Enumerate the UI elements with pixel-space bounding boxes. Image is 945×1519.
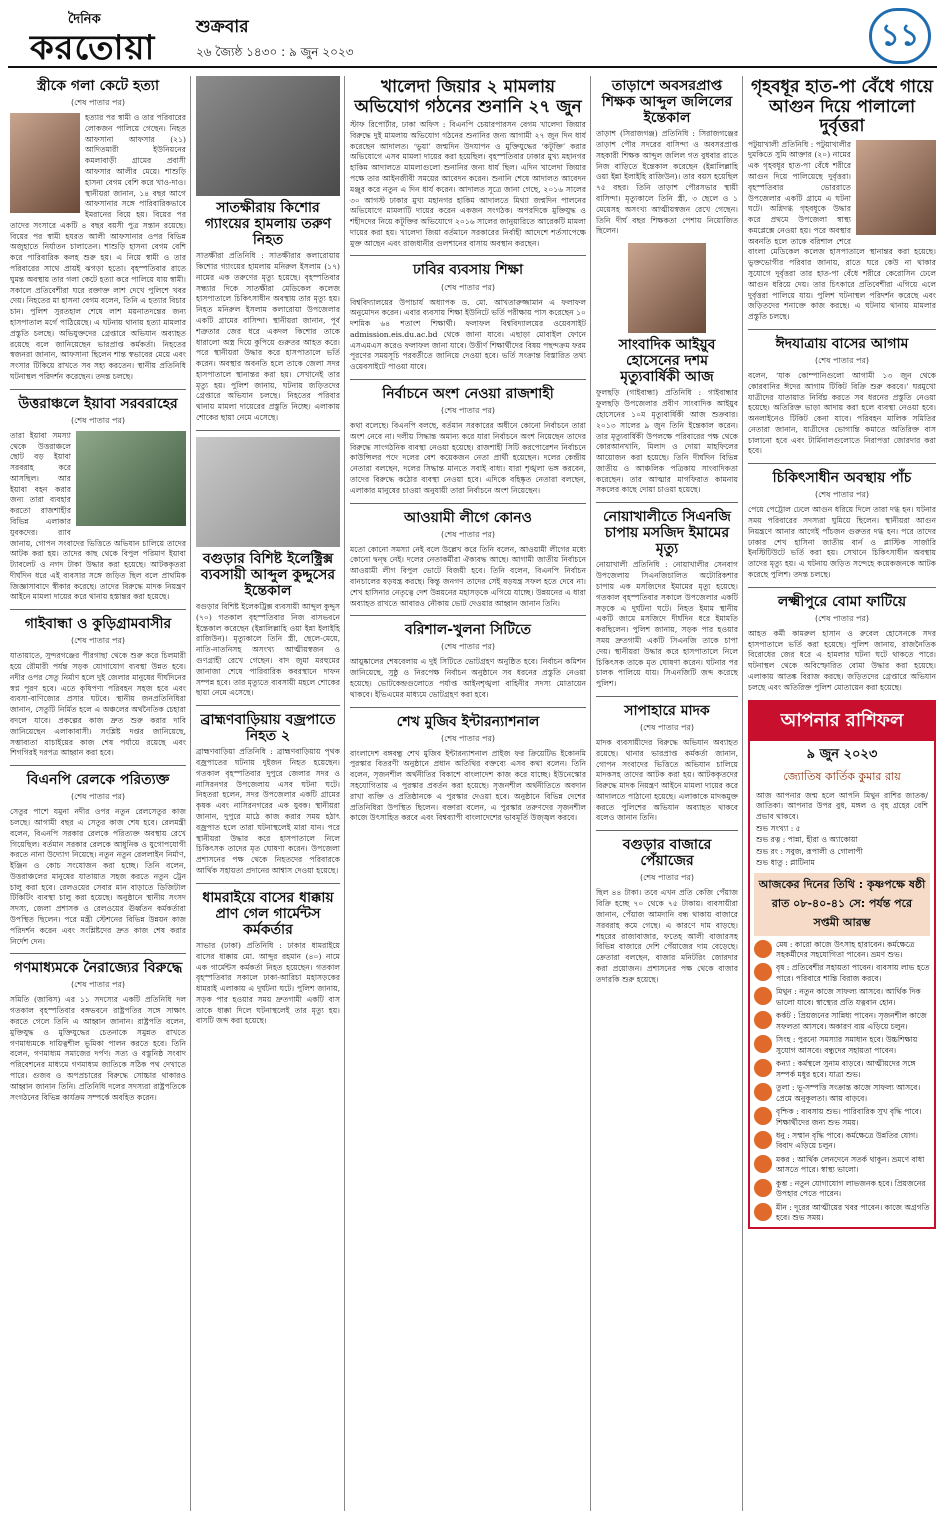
logo-main-text: করতোয়া [30, 28, 156, 68]
horoscope-sign-text: বৃষ : প্রতিবেশীর সহায়তা পাবেন। ব্যবসায় লাভ হতে পারে। পরিবারে শান্তি বিরাজ করবে। [776, 963, 930, 983]
headline[interactable]: লক্ষ্মীপুরে বোমা ফাটিয়ে [777, 593, 907, 610]
victim-photo [196, 76, 340, 196]
headline[interactable]: ঈদযাত্রায় বাসের আগাম [775, 335, 909, 352]
continuation-note: (শেষ পাতার পর) [440, 642, 496, 652]
article-body: মাদক ব্যবসায়ীদের বিরুদ্ধে অভিযান অব্যাহত রয়েছে। থানার ভারপ্রাপ্ত কর্মকর্তা জানান, গোপন সংবাদের ভিত্তিতে অভিযান চালিয়ে মাদকসহ তাদের আটক করা হয়। আটককৃতদের বিরুদ্ধে মাদক নিয়ন্ত্রণ আইনে মামলা দায়ের করে আদালতে পাঠানো হয়েছে। এলাকাকে মাদকমুক্ত করতে পুলিশের অভিযান অব্যাহত থাকবে বলেও জানান তিনি। [596, 737, 738, 823]
horoscope-sign-text: মিথুন : নতুন কাজে সাফল্য আসবে। আর্থিক দিক ভালো যাবে। স্বাস্থ্যের প্রতি যত্নবান হোন। [776, 987, 921, 1007]
lucky-color: শুভ রং : সবুজ, রূপালী ও গোলাপী [756, 846, 863, 856]
article-body: তাড়াশ (সিরাজগঞ্জ) প্রতিনিধি : সিরাজগঞ্জের তাড়াশ পৌর সদরের বাসিন্দা ও অবসরপ্রাপ্ত সহকারী শিক্ষক আব্দুল জলিল গত বুধবার রাতে নিজ বাড়িতে ইন্তেকাল করেছেন (ইন্নালিল্লাহি ওয়া ইন্না ইলাইহি রাজিউন)। তার বয়স হয়েছিল ৭৫ বছর। তিনি তাড়াশ পৌরসভার স্থায়ী বাসিন্দা। মৃত্যুকালে তিনি স্ত্রী, ৩ ছেলে ও ১ মেয়েসহ অসংখ্য আত্মীয়স্বজন রেখে গেছেন। তিনি দীর্ঘ বছর শিক্ষকতা পেশায় নিয়োজিত ছিলেন। [596, 129, 738, 236]
horoscope-sign-text: তুলা : ভূ-সম্পত্তি সংক্রান্ত কাজে সাফল্য আসবে। প্রেমে অনুকূলতা। আয় বাড়বে। [776, 1083, 921, 1103]
headline[interactable]: তাড়াশে অবসরপ্রাপ্ত শিক্ষক আব্দুল জলিলের ইন্তেকাল [601, 78, 733, 127]
lucky-metal: শুভ ধাতু : প্লাটিনাম [756, 858, 815, 868]
article-body: সাতক্ষীরা প্রতিনিধি : সাতক্ষীরার কলারোয়ায় কিশোর গ্যাংয়ের হামলায় মনিরুল ইসলাম (১৭) নামের এক তরুণের মৃত্যু হয়েছে। বৃহস্পতিবার সন্ধ্যার দিকে সাতক্ষীরা মেডিকেল কলেজ হাসপাতালে চিকিৎসাধীন অবস্থায় তার মৃত্যু হয়। নিহত মনিরুল ইসলাম কলারোয়া উপজেলার একটি গ্রামের বাসিন্দা। স্থানীয়রা জানান, পূর্ব শত্রুতার জের ধরে একদল কিশোর তাকে ধারালো অস্ত্র দিয়ে কুপিয়ে গুরুতর আহত করে। পরে স্থানীয়রা উদ্ধার করে হাসপাতালে ভর্তি করেন। অবস্থার অবনতি হলে তাকে জেলা সদর হাসপাতালে স্থানান্তর করা হয়। সেখানেই তার মৃত্যু হয়। পুলিশ জানায়, ঘটনায় জড়িতদের গ্রেপ্তারে অভিযান চলছে। নিহতের পরিবার থানায় মামলা দায়েরের প্রস্তুতি নিচ্ছে। এলাকায় শোকের ছায়া নেমে এসেছে। [196, 251, 340, 422]
article-body: সমিতি (জাবিস) এর ১১ সদস্যের একটি প্রতিনিধি দল গতকাল বৃহস্পতিবার বঙ্গভবনে রাষ্ট্রপতির সঙ্গে সাক্ষাৎ করতে গেলে তিনি এ আহ্বান জানান। রাষ্ট্রপতি বলেন, মুক্তিযুদ্ধ ও মুক্তিযুদ্ধের চেতনাকে সমুন্নত রাখতে গণমাধ্যমকে দায়িত্বশীল ভূমিকা পালন করতে হবে। তিনি বলেন, গণমাধ্যম সমাজের দর্পণ। সত্য ও বস্তুনিষ্ঠ সংবাদ পরিবেশনের মাধ্যমে গণমাধ্যম জাতিকে সঠিক পথ দেখাতে পারে। গুজব ও অপপ্রচারের বিরুদ্ধে সোচ্চার থাকারও আহ্বান জানান তিনি। প্রতিনিধি দলের সদস্যরা রাষ্ট্রপতিকে সংগঠনের বিভিন্ন কার্যক্রম সম্পর্কে অবহিত করেন। [10, 995, 186, 1102]
zodiac-icon [754, 1035, 772, 1053]
column-2 [196, 76, 340, 1511]
zodiac-icon [754, 1059, 772, 1077]
zodiac-icon [754, 1107, 772, 1125]
headline[interactable]: নোয়াখালীতে সিএনজি চাপায় মসজিদ ইমামের মৃত্যু [603, 509, 731, 558]
horoscope-sign-text: সিংহ : পুরনো সমস্যার সমাধান হবে। উচ্চশিক্ষায় সুযোগ আসবে। বন্ধুদের সহায়তা পাবেন। [776, 1035, 918, 1055]
newspaper-logo [30, 10, 180, 66]
column-rule [742, 76, 743, 1511]
horoscope-sign-row [754, 1203, 930, 1224]
article-body: নোয়াখালী প্রতিনিধি : নোয়াখালীর সেনবাগ উপজেলায় সিএনজিচালিত অটোরিকশার চাপায় এক মসজিদের ইমামের মৃত্যু হয়েছে। গতকাল বৃহস্পতিবার সকালে উপজেলার একটি সড়কে এ দুর্ঘটনা ঘটে। নিহত ইমাম স্থানীয় একটি জামে মসজিদে দীর্ঘদিন ধরে ইমামতি করছিলেন। পুলিশ জানায়, সড়ক পার হওয়ার সময় দ্রুতগামী একটি সিএনজি তাকে চাপা দেয়। স্থানীয়রা উদ্ধার করে হাসপাতালে নিলে চিকিৎসক তাকে মৃত ঘোষণা করেন। ঘটনার পর চালক পালিয়ে যায়। সিএনজিটি জব্দ করেছে পুলিশ। [596, 560, 738, 689]
headline[interactable]: গণমাধ্যমকে নৈরাজ্যের বিরুদ্ধে [13, 960, 183, 977]
lucky-gem: শুভ রত্ন : পান্না, হীরা ও অ্যাকোয়া [756, 835, 858, 845]
column-rule [344, 76, 345, 1511]
column-1 [10, 76, 186, 1511]
continuation-note: (শেষ পাতার পর) [70, 636, 126, 646]
article-body: বাংলাদেশ বঙ্গবন্ধু শেখ মুজিব ইন্টারন্যাশনাল প্রাইজ ফর ক্রিয়েটিভ ইকোনমি পুরস্কার বিতরণী অনুষ্ঠানে প্রধান অতিথির বক্তব্যে এসব কথা বলেন। তিনি বলেন, সৃজনশীল অর্থনীতির বিকাশে বাংলাদেশ কাজ করে যাচ্ছে। ইউনেস্কোর সহযোগিতায় এ পুরস্কার প্রবর্তন করা হয়েছে। সৃজনশীল অর্থনীতিতে অবদান রাখা ব্যক্তি ও প্রতিষ্ঠানকে এ পুরস্কার দেওয়া হবে। অনুষ্ঠানে বিভিন্ন দেশের প্রতিনিধিরা উপস্থিত ছিলেন। বক্তারা বলেন, এ পুরস্কার তরুণদের সৃজনশীল কাজে উৎসাহিত করবে এবং বিশ্বব্যাপী বাংলাদেশের ভাবমূর্তি উজ্জ্বল করবে। [350, 748, 586, 823]
article-body: পেয়ে পেট্রোল ঢেলে আগুন ধরিয়ে দিলে তারা দগ্ধ হন। ঘটনার সময় পরিবারের সদস্যরা ঘুমিয়ে ছিলেন। স্থানীয়রা আগুন নিয়ন্ত্রণে আনার আগেই পাঁচজন গুরুতর দগ্ধ হন। পরে তাদের ঢাকার শেখ হাসিনা জাতীয় বার্ন ও প্লাস্টিক সার্জারি ইনস্টিটিউটে ভর্তি করা হয়। সেখানে চিকিৎসাধীন অবস্থায় তাদের মৃত্যু হয়। এ ঘটনায় জড়িত সন্দেহে কয়েকজনকে আটক করেছে পুলিশ। তদন্ত চলছে। [748, 505, 936, 580]
headline[interactable]: নির্বাচনে অংশ নেওয়া রাজশাহী [382, 386, 554, 403]
horoscope-sign-text: মকর : আর্থিক লেনদেনে সতর্ক থাকুন। ভ্রমণে বাধা আসতে পারে। স্বাস্থ্য ভালো। [776, 1154, 925, 1175]
column-3 [350, 76, 586, 1511]
continuation-note: (শেষ পাতার পর) [440, 282, 496, 292]
continuation-note: (শেষ পাতার পর) [814, 356, 870, 366]
article-body: ছিল ৪৪ টাকা। তবে এখন প্রতি কেজি পেঁয়াজ বিক্রি হচ্ছে ৭০ থেকে ৭৫ টাকায়। ব্যবসায়ীরা জানান, পেঁয়াজ আমদানি বন্ধ থাকায় বাজারে সরবরাহ কমে গেছে। এ কারণে দাম বাড়ছে। শহরের রাজাবাজার, ফতেহ আলী বাজারসহ বিভিন্ন বাজারে দেশি পেঁয়াজের দাম বেড়েছে। ক্রেতারা বলছেন, বাজার মনিটরিং জোরদার করা প্রয়োজন। প্রশাসনের পক্ষ থেকে বাজার তদারকি শুরু হয়েছে। [596, 888, 738, 984]
column-rule [190, 76, 191, 1511]
article-body: বিশ্ববিদ্যালয়ের উপাচার্য অধ্যাপক ড. মো. আখতারুজ্জামান এ ফলাফল অনুমোদন করেন। এবার ব্যবসায় শিক্ষা ইউনিটে ভর্তি পরীক্ষায় পাস করেছেন ১০ দশমিক ৬৪ শতাংশ শিক্ষার্থী। ফলাফল বিশ্ববিদ্যালয়ের ওয়েবসাইট admission.eis.du.ac.bd থেকে জানা যাবে। এছাড়া মোবাইল ফোনে এসএমএস করেও ফলাফল জানা যাবে। উত্তীর্ণ শিক্ষার্থীদের বিষয় পছন্দক্রম ফরম পূরণের সময়সূচি পরবর্তীতে জানিয়ে দেওয়া হবে। ভর্তি সংক্রান্ত বিস্তারিত তথ্য ওয়েবসাইটে পাওয়া যাবে। [350, 297, 586, 372]
horoscope-sign-row [754, 987, 930, 1008]
headline[interactable]: শেখ মুজিব ইন্টারন্যাশনাল [396, 713, 540, 730]
article-body: সাভার (ঢাকা) প্রতিনিধি : ঢাকার ধামরাইয়ে বাসের ধাক্কায় মো. আব্দুর রহমান (৪০) নামে এক গার্মেন্টস কর্মকর্তা নিহত হয়েছেন। গতকাল বৃহস্পতিবার সকালে ঢাকা-আরিচা মহাসড়কের ধামরাই এলাকায় এ দুর্ঘটনা ঘটে। পুলিশ জানায়, সড়ক পার হওয়ার সময় দ্রুতগামী একটি বাস তাকে ধাক্কা দিলে ঘটনাস্থলেই তার মৃত্যু হয়। বাসটি জব্দ করা হয়েছে। [196, 940, 340, 1026]
column-5 [748, 76, 936, 1511]
horoscope-date: ৯ জুন ২০২৩ [806, 746, 878, 762]
article-body: পটুয়াখালী প্রতিনিধি : পটুয়াখালীর দুমকিতে সুমি আক্তার (২০) নামের এক গৃহবধূর হাত-পা বেঁধে শরীরে আগুন দিয়ে পালিয়েছে দুর্বৃত্তরা। বৃহস্পতিবার ভোররাতে উপজেলার একটি গ্রামে এ ঘটনা ঘটে। অগ্নিদগ্ধ গৃহবধূকে উদ্ধার করে প্রথমে উপজেলা স্বাস্থ্য কমপ্লেক্সে নেওয়া হয়। পরে অবস্থার অবনতি হলে তাকে বরিশাল শেরে বাংলা মেডিকেল কলেজ হাসপাতালে স্থানান্তর করা হয়েছে। ভুক্তভোগীর পরিবার জানায়, রাতে ঘরে কেউ না থাকার সুযোগে দুর্বৃত্তরা তার হাত-পা বেঁধে শরীরে কেরোসিন ঢেলে আগুন ধরিয়ে দেয়। তার চিৎকারে প্রতিবেশীরা এগিয়ে এলে দুর্বৃত্তরা পালিয়ে যায়। পুলিশ ঘটনাস্থল পরিদর্শন করেছে এবং জড়িতদের শনাক্তে কাজ করছে। এ ঘটনায় থানায় মামলার প্রস্তুতি চলছে। [748, 139, 936, 322]
continuation-note: (শেষ পাতার পর) [814, 490, 870, 500]
article-body: আহত কর্মী কামরুল হাসান ও রুবেল হোসেনকে সদর হাসপাতালে ভর্তি করা হয়েছে। পুলিশ জানায়, রাজনৈতিক বিরোধের জের ধরে এ হামলার ঘটনা ঘটে থাকতে পারে। ঘটনাস্থল থেকে অবিস্ফোরিত বোমা উদ্ধার করা হয়েছে। এলাকায় আতঙ্ক বিরাজ করছে। জড়িতদের গ্রেপ্তারে অভিযান চলছে এবং অতিরিক্ত পুলিশ মোতায়েন করা হয়েছে। [748, 628, 936, 692]
headline[interactable]: সাতক্ষীরায় কিশোর গ্যাংয়ের হামলায় তরুণ নিহত [204, 200, 332, 249]
article-body: আয়ুষ্কালের শেষবেলায় এ দুই সিটিতে ভোটগ্রহণ অনুষ্ঠিত হবে। নির্বাচন কমিশন জানিয়েছে, সুষ্ঠু ও নিরপেক্ষ নির্বাচন অনুষ্ঠানে সব ধরনের প্রস্তুতি নেওয়া হয়েছে। ভোটকেন্দ্রগুলোতে পর্যাপ্ত আইনশৃঙ্খলা বাহিনীর সদস্য মোতায়েন থাকবে। ইভিএমের মাধ্যমে ভোটগ্রহণ করা হবে। [350, 657, 586, 699]
article-body: যাতায়াতে, সুন্দরগঞ্জের পীরগাছা থেকে শুরু করে চিলমারী হয়ে রৌমারী পর্যন্ত সড়ক যোগাযোগ ব্যবস্থা উন্নত হবে। নদীর ওপর সেতু নির্মাণ হলে দুই জেলার মানুষের দীর্ঘদিনের স্বপ্ন পূরণ হবে। এতে কৃষিপণ্য পরিবহন সহজ হবে এবং ব্যবসা-বাণিজ্যের প্রসার ঘটবে। স্থানীয় জনপ্রতিনিধিরা জানান, সেতুটি নির্মিত হলে এ অঞ্চলের অর্থনৈতিক চেহারা বদলে যাবে। প্রকল্পের কাজ দ্রুত শুরু করার দাবি জানিয়েছেন এলাকাবাসী। সংশ্লিষ্ট দপ্তর জানিয়েছে, সম্ভাব্যতা যাচাইয়ের কাজ শেষ পর্যায়ে রয়েছে এবং শিগগিরই দরপত্র আহ্বান করা হবে। [10, 651, 186, 758]
article-body: বগুড়ার বিশিষ্ট ইলেকট্রিক্স ব্যবসায়ী আব্দুল কুদ্দুস (৭০) গতকাল বৃহস্পতিবার নিজ বাসভবনে ইন্তেকাল করেছেন (ইন্নালিল্লাহি ওয়া ইন্না ইলাইহি রাজিউন)। মৃত্যুকালে তিনি স্ত্রী, ছেলে-মেয়ে, নাতি-নাতনিসহ অসংখ্য আত্মীয়স্বজন ও গুণগ্রাহী রেখে গেছেন। বাদ জুমা মরহুমের জানাজা শেষে পারিবারিক কবরস্থানে দাফন সম্পন্ন হবে। তার মৃত্যুতে ব্যবসায়ী মহলে শোকের ছায়া নেমে এসেছে। [196, 602, 340, 698]
continuation-note: (শেষ পাতার পর) [639, 873, 695, 883]
article-body: ব্রাহ্মণবাড়িয়া প্রতিনিধি : ব্রাহ্মণবাড়িয়ায় পৃথক বজ্রপাতের ঘটনায় দুইজন নিহত হয়েছেন। গতকাল বৃহস্পতিবার দুপুরে জেলার সদর ও নাসিরনগর উপজেলায় এসব ঘটনা ঘটে। নিহতরা হলেন, সদর উপজেলার একটি গ্রামের কৃষক এবং নাসিরনগরের এক যুবক। স্থানীয়রা জানান, দুপুরে মাঠে কাজ করার সময় হঠাৎ বজ্রপাত হলে তারা ঘটনাস্থলেই মারা যান। পরে স্থানীয়রা উদ্ধার করে হাসপাতালে নিলে চিকিৎসক তাদের মৃত ঘোষণা করেন। উপজেলা প্রশাসনের পক্ষ থেকে নিহতদের পরিবারকে আর্থিক সহায়তা প্রদানের আশ্বাস দেওয়া হয়েছে। [196, 747, 340, 875]
article-body: মতো কোনো সমস্যা নেই বলে উল্লেখ করে তিনি বলেন, আওয়ামী লীগের মধ্যে কোনো দ্বন্দ্ব নেই। দলের নেতাকর্মীরা ঐক্যবদ্ধ আছে। আগামী জাতীয় নির্বাচনে আওয়ামী লীগ বিপুল ভোটে বিজয়ী হবে। তিনি বলেন, বিএনপি নির্বাচন বানচালের ষড়যন্ত্র করছে। কিন্তু জনগণ তাদের সেই ষড়যন্ত্র সফল হতে দেবে না। শেখ হাসিনার নেতৃত্বে দেশ উন্নয়নের মহাসড়কে এগিয়ে যাচ্ছে। উন্নয়নের এ ধারা অব্যাহত রাখতে আবারও নৌকায় ভোট দেওয়ার আহ্বান জানান তিনি। [350, 544, 586, 608]
horoscope-box [748, 700, 936, 1229]
column-4 [596, 76, 738, 1511]
zodiac-icon [754, 1083, 772, 1101]
horoscope-sign-row [754, 1059, 930, 1080]
arrest-photo [76, 431, 186, 526]
continuation-note: (শেষ পাতার পর) [440, 529, 496, 539]
article-body: বলেন, ‘যাক কোম্পানিগুলো আগামী ১৩ জুন থেকে কোরবানির ঈদের আগাম টিকিট বিক্রি শুরু করবে।’ ঘরমুখো যাত্রীদের যাতায়াত নির্বিঘ্ন করতে সব ধরনের প্রস্তুতি নেওয়া হয়েছে। অতিরিক্ত ভাড়া আদায় করা হলে ব্যবস্থা নেওয়া হবে। অনলাইনেও টিকিট কেনা যাবে। পরিবহন মালিক সমিতির নেতারা জানান, যাত্রীদের ভোগান্তি কমাতে অতিরিক্ত বাস চালানো হবে এবং টার্মিনালগুলোতে নিরাপত্তা জোরদার করা হবে। [748, 371, 936, 456]
headline[interactable]: সাংবাদিক আইয়ুব হোসেনের দশম মৃত্যুবার্ষিকী আজ [618, 337, 716, 386]
horoscope-sign-row [754, 1107, 930, 1128]
column-rule [590, 76, 591, 1511]
masthead [8, 6, 937, 68]
headline[interactable]: চিকিৎসাধীন অবস্থায় পাঁচ [772, 470, 912, 487]
headline[interactable]: বগুড়ার বাজারে পেঁয়াজের [622, 837, 712, 870]
headline[interactable]: সাপাহারে মাদক [624, 702, 710, 719]
headline[interactable]: স্ত্রীকে গলা কেটে হত্যা [36, 78, 160, 94]
horoscope-sign-row [754, 963, 930, 984]
article-body: সেতুর পাশে যমুনা নদীর ওপর নতুন রেলসেতুর কাজ চলছে। আগামী বছর এ সেতুর কাজ শেষ হবে। রেলমন্ত্রী বলেন, বিএনপি সরকার রেলকে পরিত্যক্ত অবস্থায় রেখে গিয়েছিল। বর্তমান সরকার রেলকে আধুনিক ও যুগোপযোগী করতে নানা উদ্যোগ নিয়েছে। নতুন নতুন রেললাইন নির্মাণ, ইঞ্জিন ও কোচ সংযোজন করা হচ্ছে। তিনি বলেন, উত্তরাঞ্চলের মানুষের যাতায়াত সহজ করতে নতুন ট্রেন চালু করা হবে। রেলওয়ের সেবার মান বাড়াতে ডিজিটাল টিকিটিং ব্যবস্থা চালু করা হয়েছে। অনুষ্ঠানে স্থানীয় সংসদ সদস্য, জেলা প্রশাসক ও রেলওয়ের ঊর্ধ্বতন কর্মকর্তারা উপস্থিত ছিলেন। পরে মন্ত্রী স্টেশনের বিভিন্ন উন্নয়ন কাজ পরিদর্শন করেন এবং সংশ্লিষ্টদের দ্রুত কাজ শেষ করার নির্দেশ দেন। [10, 807, 186, 946]
headline[interactable]: ব্রাহ্মণবাড়িয়ায় বজ্রপাতে নিহত ২ [200, 712, 336, 745]
zodiac-icon [754, 987, 772, 1005]
victim-photo [10, 113, 80, 213]
horoscope-sign-row [754, 940, 930, 961]
headline[interactable]: ঢাবির ব্যবসায় শিক্ষা [412, 262, 524, 279]
horoscope-sign-text: বৃশ্চিক : ব্যবসায় শুভ। পারিবারিক সুখ বৃদ্ধি পাবে। শিক্ষার্থীদের জন্য শুভ সময়। [776, 1107, 922, 1127]
issue-date: ২৬ জ্যৈষ্ঠ ১৪৩০ : ৯ জুন ২০২৩ [196, 45, 354, 59]
horoscope-sign-text: ধনু : সম্মান বৃদ্ধি পাবে। কর্মক্ষেত্রে উন্নতির যোগ। বিবাদ এড়িয়ে চলুন। [776, 1131, 918, 1151]
headline[interactable]: উত্তরাঞ্চলে ইয়াবা সরবরাহের [18, 395, 178, 412]
zodiac-icon [754, 1011, 772, 1029]
continuation-note: (শেষ পাতার পর) [639, 722, 695, 732]
continuation-note: (শেষ পাতার পর) [440, 406, 496, 416]
obituary-photo [196, 437, 340, 547]
continuation-note: (শেষ পাতার পর) [70, 792, 126, 802]
zodiac-icon [754, 963, 772, 981]
victim-photo [856, 140, 936, 235]
issue-day: শুক্রবার [196, 17, 249, 37]
zodiac-icon [754, 1179, 772, 1197]
horoscope-author: জ্যোতিষ কার্তিক কুমার রায় [783, 769, 901, 783]
article-body: হত্যার পর স্বামী ও তার পরিবারের লোকজন পালিয়ে গেছেন। নিহত আফসানা আফসার (২১) আদিতমারী ইউনিয়নের কমলাবাড়ী গ্রামের প্রবাসী আফসার আলীর মেয়ে। শাশুড়ি হাসনা বেগম বেশি করে খাও-দাও। স্থানীয়রা জানান, ১৪ বছর আগে আফসানার সঙ্গে পারিবারিকভাবে ইমরানের বিয়ে হয়। বিয়ের পর তাদের সংসারে একটি ৪ বছর বয়সী পুত্র সন্তান রয়েছে। বিয়ের পর স্বামী হযরত আলী আফসানার ওপর বিভিন্ন অজুহাতে নির্যাতন চালাতেন। শাশুড়ি হাসনা বেগম বেশি করে পারিবারিক কলহ শুরু হয়। এ নিয়ে স্বামী ও তার পরিবারের সাথে প্রায়ই ঝগড়া হতো। বৃহস্পতিবার রাতে ঘুমন্ত অবস্থায় তার গলা কেটে হত্যা করে পালিয়ে যায় স্বামী। সকালে প্রতিবেশীরা ঘরে রক্তাক্ত লাশ দেখে পুলিশে খবর দেয়। নিহতের মা হাসনা বেগম বলেন, তিনি এ হত্যার বিচার চান। পুলিশ সুরতহাল শেষে লাশ ময়নাতদন্তের জন্য হাসপাতাল মর্গে পাঠিয়েছে। এ ঘটনায় থানায় হত্যা মামলার প্রস্তুতি চলছে। অভিযুক্তদের গ্রেপ্তারে অভিযান অব্যাহত রয়েছে বলে জানিয়েছেন ভারপ্রাপ্ত কর্মকর্তা। নিহতের স্বজনরা জানান, আফসানা ছিলেন শান্ত স্বভাবের মেয়ে এবং সংসার টিকিয়ে রাখতে সব সহ্য করতেন। স্থানীয় প্রতিনিধি ঘটনাস্থল পরিদর্শন করেছেন। তদন্ত চলছে। [10, 113, 186, 381]
page-number: ১১ [869, 8, 931, 64]
horoscope-sign-row [754, 1083, 930, 1104]
horoscope-sign-row [754, 1155, 930, 1176]
portrait-photo [628, 243, 706, 333]
headline[interactable]: গাইবান্ধা ও কুড়িগ্রামবাসীর [24, 616, 172, 633]
continuation-note: (শেষ পাতার পর) [70, 98, 126, 108]
horoscope-sign-text: কন্যা : কর্মস্থলে সুনাম বাড়বে। আত্মীয়দের সঙ্গে সম্পর্ক মধুর হবে। যাত্রা শুভ। [776, 1059, 916, 1079]
horoscope-sign-row [754, 1179, 930, 1200]
horoscope-tithi: আজকের দিনের তিথি : কৃষ্ণপক্ষে ষষ্ঠী রাত ০৮-৪০-৪১ সে: পর্যন্ত পরে সপ্তমী আরম্ভ [754, 873, 930, 936]
zodiac-icon [754, 1131, 772, 1149]
article-body: ফুলছড়ি (গাইবান্ধা) প্রতিনিধি : গাইবান্ধার ফুলছড়ি উপজেলার প্রবীণ সাংবাদিক আইয়ুব হোসেনের ১০ম মৃত্যুবার্ষিকী আজ শুক্রবার। ২০১৩ সালের ৯ জুন তিনি ইন্তেকাল করেন। তার মৃত্যুবার্ষিকী উপলক্ষে পরিবারের পক্ষ থেকে কোরআনখানি, মিলাদ ও দোয়া মাহফিলের আয়োজন করা হয়েছে। তিনি দীর্ঘদিন বিভিন্ন জাতীয় ও আঞ্চলিক পত্রিকায় সাংবাদিকতা করেছেন। তার আত্মার মাগফিরাত কামনায় সকলের কাছে দোয়া চাওয়া হয়েছে। [596, 388, 738, 495]
horoscope-title: আপনার রাশিফল [750, 702, 934, 741]
horoscope-sign-text: কুম্ভ : নতুন যোগাযোগ লাভজনক হবে। প্রিয়জনের উপহার পেতে পারেন। [776, 1178, 926, 1199]
article-body: স্টাফ রিপোর্টার, ঢাকা অফিস : বিএনপি চেয়ারপারসন বেগম খালেদা জিয়ার বিরুদ্ধে দুই মামলায় অভিযোগ গঠনের শুনানির জন্য আগামী ২৭ জুন দিন ধার্য করেছেন আদালত। ‘ভুয়া’ জন্মদিন উদযাপন ও মুক্তিযুদ্ধের ‘কটূক্তি’ করার অভিযোগে এসব মামলা দায়ের করা হয়েছিল। বৃহস্পতিবার ঢাকার মুখ্য মহানগর হাকিম আদালতে মামলাগুলো শুনানির জন্য ধার্য ছিল। এদিন খালেদা জিয়ার পক্ষে তার আইনজীবী সময়ের আবেদন করেন। শুনানি শেষে আদালত আবেদন মঞ্জুর করে নতুন এ দিন ধার্য করেন। আদালত সূত্রে জানা গেছে, ২০১৬ সালের ৩০ আগস্ট ঢাকার মুখ্য মহানগর হাকিম আদালতে মিথ্যা জন্মদিন পালনের অভিযোগে মামলাটি দায়ের করেন একজন সংগঠক। অপরদিকে মুক্তিযুদ্ধ ও শহীদদের নিয়ে কটূক্তির অভিযোগে ২০১৬ সালের জানুয়ারিতে আরেকটি মামলা দায়ের করা হয়। খালেদা জিয়া বর্তমানে সরকারের নির্বাহী আদেশে শর্তসাপেক্ষে মুক্ত আছেন এবং রাজধানীর গুলশানের বাসায় অবস্থান করছেন। [350, 120, 586, 248]
horoscope-lucky-table [756, 823, 928, 869]
headline[interactable]: বিএনপি রেলকে পরিত্যক্ত [26, 772, 170, 789]
logo-small-text: দৈনিক [68, 12, 101, 27]
horoscope-sign-row [754, 1011, 930, 1032]
horoscope-sign-text: মীন : দূরের আত্মীয়ের খবর পাবেন। কাজে অগ্রগতি হবে। শুভ সময়। [776, 1202, 930, 1223]
headline[interactable]: বরিশাল-খুলনা সিটিতে [404, 622, 532, 639]
lucky-number: শুভ সংখ্যা : ৫ [756, 823, 801, 833]
zodiac-icon [754, 1155, 772, 1173]
continuation-note: (শেষ পাতার পর) [70, 980, 126, 990]
article-body: তারা ইয়াবা সমস্যা থেকে উত্তরাঞ্চলে ছোট বড় ইয়াবা সরবরাহ করে আসছিল। আর ইয়াবা বহন করার জন্য তারা ব্যবহার করতো রাজশাহীর বিভিন্ন এলাকার যুবকদের। র‌্যাব জানায়, গোপন সংবাদের ভিত্তিতে অভিযান চালিয়ে তাদের আটক করা হয়। তাদের কাছ থেকে বিপুল পরিমাণ ইয়াবা ট্যাবলেট ও নগদ টাকা উদ্ধার করা হয়েছে। আটককৃতরা দীর্ঘদিন ধরে এই ব্যবসার সঙ্গে জড়িত ছিল বলে প্রাথমিক জিজ্ঞাসাবাদে স্বীকার করেছে। তাদের বিরুদ্ধে মাদক নিয়ন্ত্রণ আইনে মামলা দায়ের করে থানায় হস্তান্তর করা হয়েছে। [10, 430, 186, 602]
zodiac-icon [754, 940, 772, 958]
horoscope-sign-row [754, 1035, 930, 1056]
continuation-note: (শেষ পাতার পর) [814, 613, 870, 623]
horoscope-sign-row [754, 1131, 930, 1152]
headline[interactable]: আওয়ামী লীগে কোনও [404, 509, 532, 526]
headline[interactable]: বগুড়ার বিশিষ্ট ইলেক্ট্রিক্স ব্যবসায়ী আব্দুল কুদ্দুসের ইন্তেকাল [200, 550, 336, 599]
horoscope-sign-text: মেষ : কারো কাজে উৎসাহ হারাবেন। কর্মক্ষেত্রে সহকর্মীদের সহযোগিতা পাবেন। ভ্রমণ শুভ। [776, 939, 915, 959]
headline[interactable]: ধামরাইয়ে বাসের ধাক্কায় প্রাণ গেল গার্মেন্টস কর্মকর্তার [202, 889, 334, 938]
article-body: কথা বলেছে। বিএনপি বলছে, বর্তমান সরকারের অধীনে কোনো নির্বাচনে তারা অংশ নেবে না। দলীয় সিদ্ধান্ত অমান্য করে যারা নির্বাচনে অংশ নিয়েছেন তাদের বিরুদ্ধে সাংগঠনিক ব্যবস্থা নেওয়া হয়েছে। রাজশাহী সিটি করপোরেশন নির্বাচনে কাউন্সিলর পদে দলের বেশ কয়েকজন নেতা প্রার্থী হয়েছেন। দলের কেন্দ্রীয় নেতারা বলছেন, দলের সিদ্ধান্ত মানতে সবাই বাধ্য। যারা শৃঙ্খলা ভঙ্গ করবেন, তাদের বিরুদ্ধে কঠোর ব্যবস্থা নেওয়া হবে। এদিকে বহিষ্কৃত নেতারা বলছেন, এলাকার মানুষের চাওয়া অনুযায়ী তারা নির্বাচনে অংশ নিয়েছেন। [350, 421, 586, 495]
continuation-note: (শেষ পাতার পর) [70, 415, 126, 425]
zodiac-icon [754, 1203, 772, 1221]
headline[interactable]: খালেদা জিয়ার ২ মামলায় অভিযোগ গঠনের শুনানি ২৭ জুন [354, 77, 582, 117]
horoscope-sign-text: কর্কট : প্রিয়জনের সান্নিধ্য পাবেন। সৃজনশীল কাজে সফলতা আসবে। অকারণ ব্যয় এড়িয়ে চলুন। [776, 1011, 927, 1031]
headline[interactable]: গৃহবধূর হাত-পা বেঁধে গায়ে আগুন দিয়ে পালালো দুর্বৃত্তরা [751, 77, 933, 137]
horoscope-intro: আজ আপনার জন্ম হলে আপনি মিথুন রাশির জাতক/জাতিকা। আপনার উপর বুধ, মঙ্গল ও বৃহ গ্রহের বেশি প্রভাব থাকবে। [756, 790, 928, 822]
horoscope-signs [750, 940, 934, 1224]
continuation-note: (শেষ পাতার পর) [440, 733, 496, 743]
